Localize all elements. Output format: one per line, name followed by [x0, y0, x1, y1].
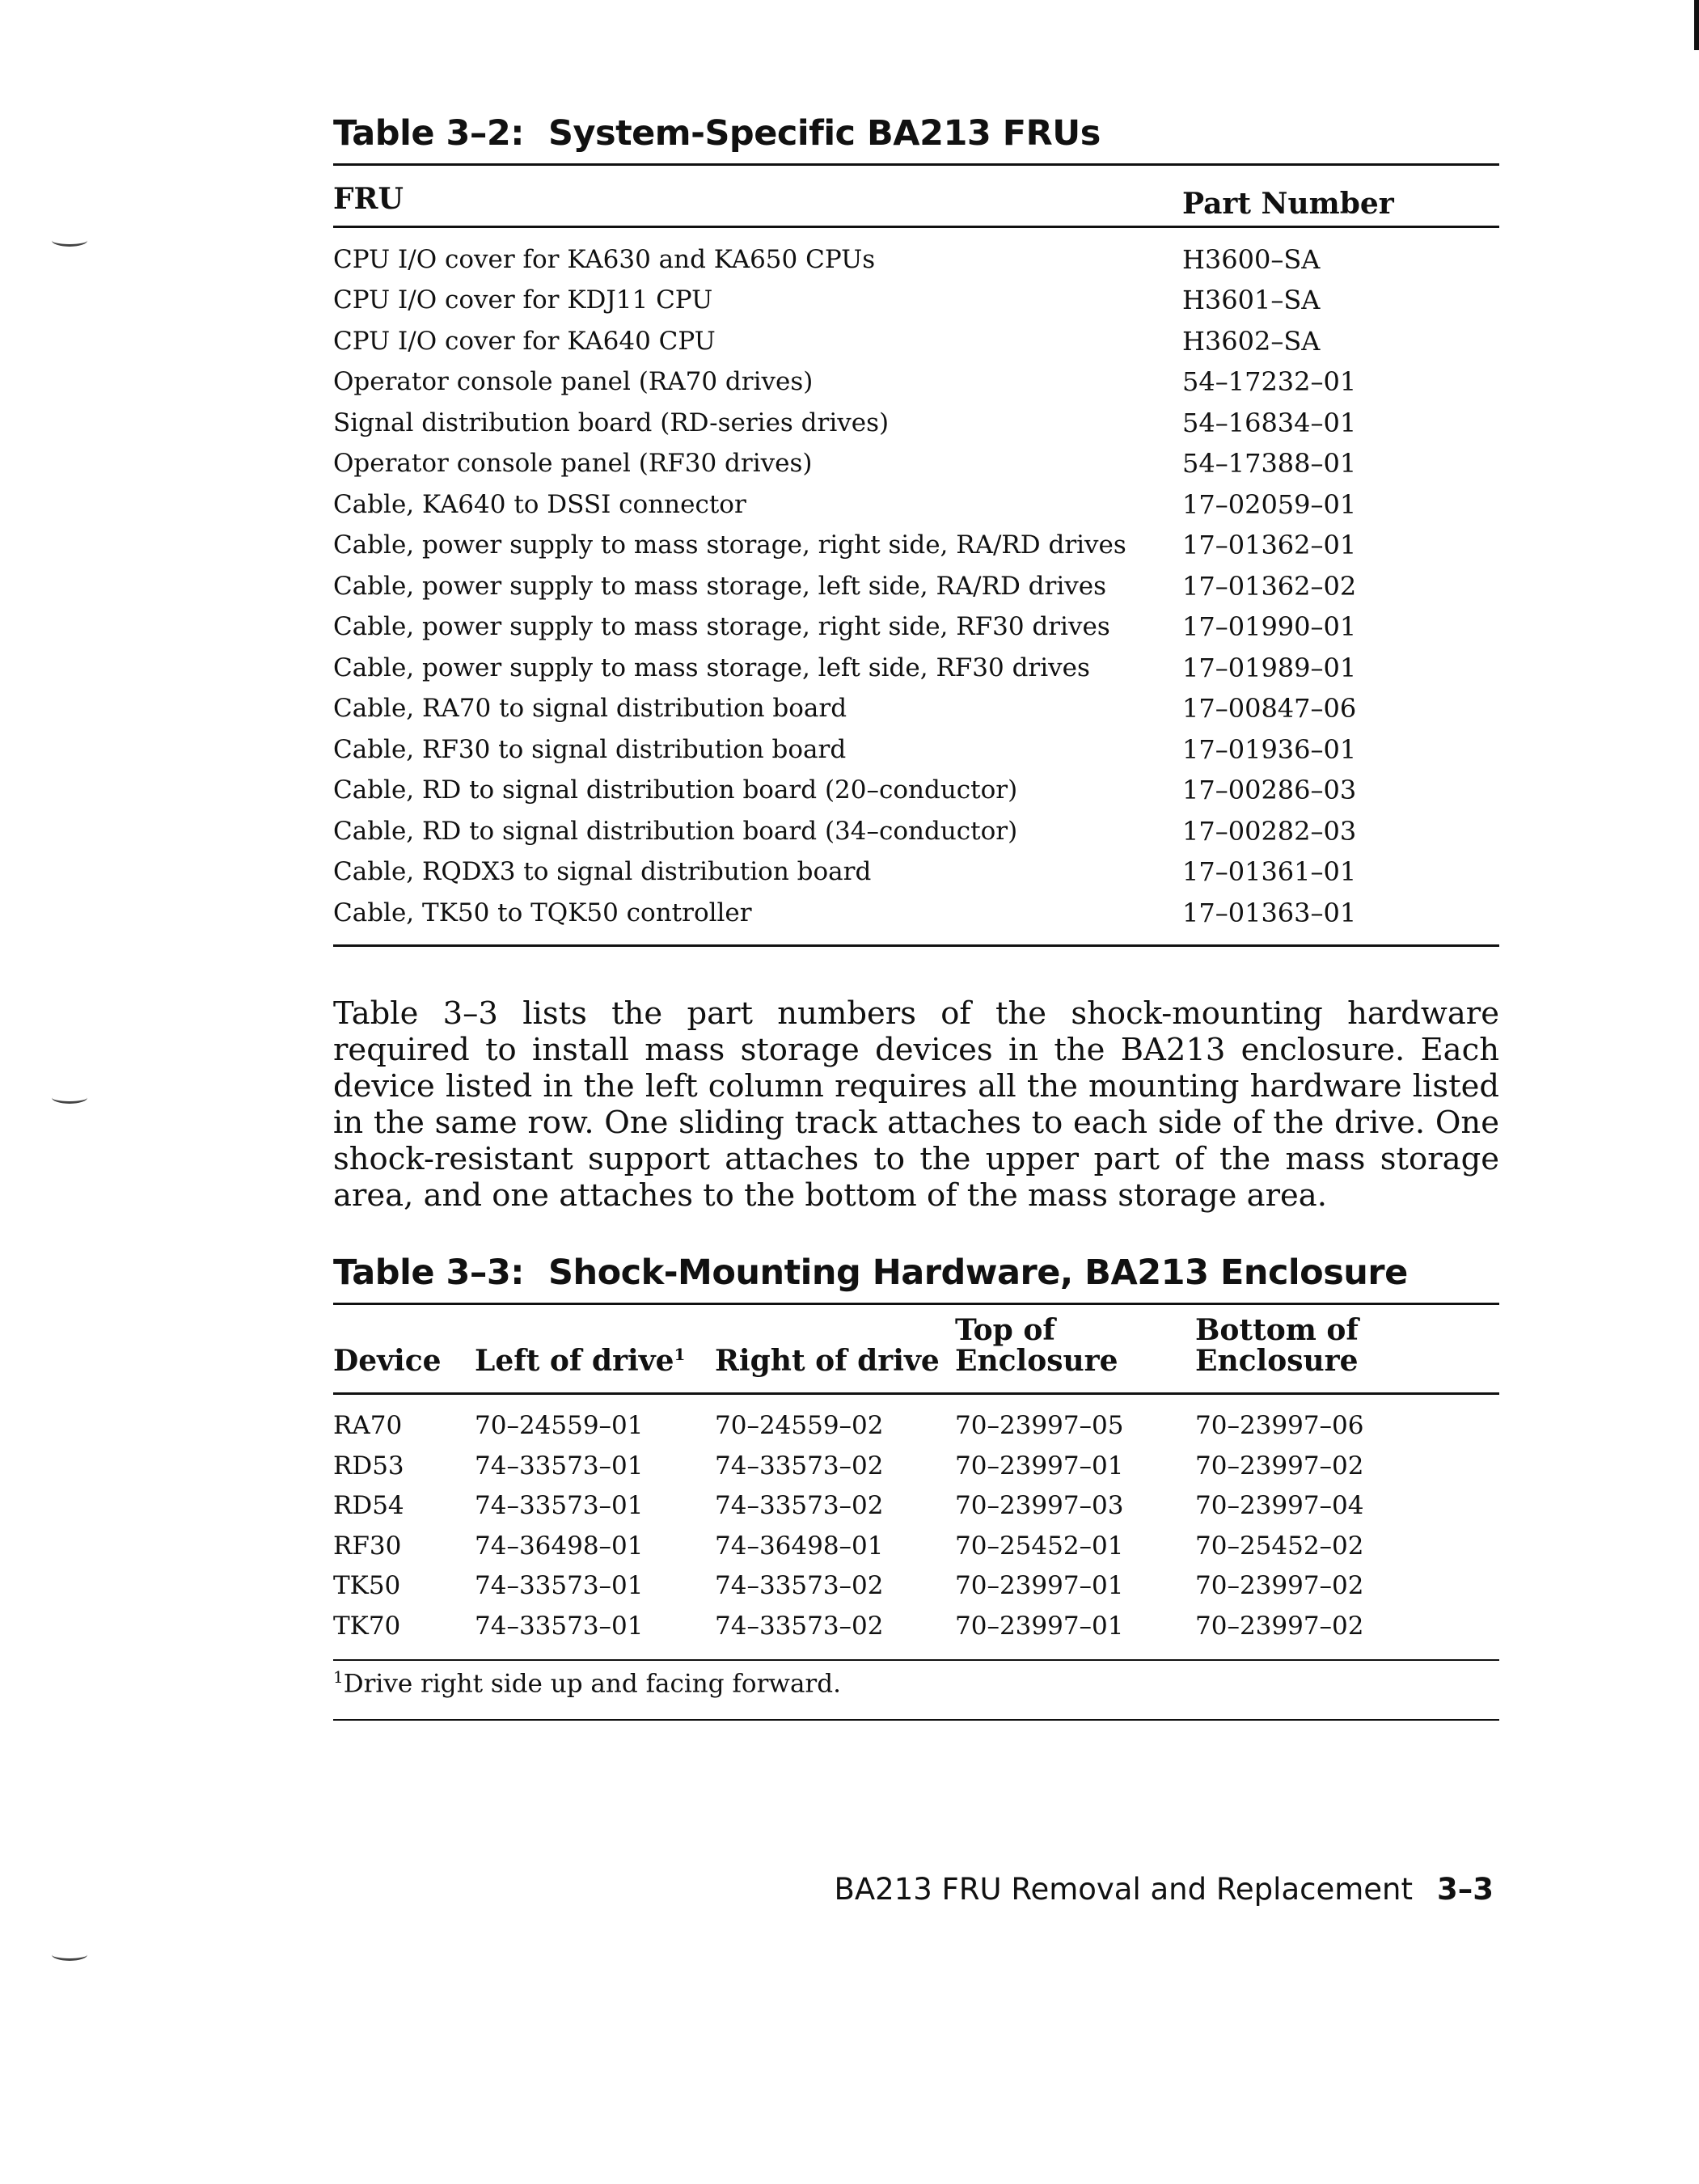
fru-cell: Cable, RF30 to signal distribution board — [333, 734, 847, 764]
column-header-bottom-of-enclosure — [1195, 1312, 1438, 1392]
part-number-cell: 17–00286–03 — [1182, 775, 1357, 806]
scan-margin-mark — [52, 1092, 87, 1104]
left-of-drive-cell: 74–33573–01 — [475, 1611, 644, 1641]
fru-cell: Cable, RQDX3 to signal distribution board — [333, 857, 872, 887]
left-of-drive-cell: 70–24559–01 — [475, 1411, 644, 1441]
table-3-3-footnote — [333, 1661, 1499, 1721]
top-of-enclosure-cell: 70–23997–05 — [955, 1411, 1124, 1441]
fru-cell: Signal distribution board (RD-series drives) — [333, 408, 890, 437]
part-number-cell: 54–16834–01 — [1182, 407, 1357, 438]
device-cell: RD54 — [333, 1491, 404, 1521]
scan-edge-bar — [1694, 0, 1699, 50]
table-row — [333, 280, 1499, 321]
fru-cell: Operator console panel (RF30 drives) — [333, 449, 813, 479]
scan-margin-mark — [52, 234, 87, 247]
device-cell: RD53 — [333, 1451, 404, 1481]
table-row — [333, 648, 1499, 689]
right-of-drive-cell: 74–33573–02 — [715, 1491, 884, 1521]
table-3-2-caption-title: System-Specific BA213 FRUs — [548, 113, 1101, 154]
page-number: 3–3 — [1437, 1872, 1494, 1907]
footnote-mark: 1 — [333, 1667, 344, 1687]
fru-cell: Cable, RA70 to signal distribution board — [333, 694, 847, 724]
left-of-drive-cell: 74–33573–01 — [475, 1571, 644, 1601]
fru-cell: Cable, RD to signal distribution board (20–conductor) — [333, 775, 1018, 805]
device-cell: RA70 — [333, 1411, 403, 1441]
table-row — [333, 239, 1499, 281]
footnote-text: Drive right side up and facing forward. — [343, 1669, 841, 1699]
bottom-of-enclosure-cell: 70–23997–06 — [1195, 1411, 1364, 1441]
column-header-right-of-drive: Right of drive — [715, 1343, 940, 1378]
column-header-fru: FRU — [333, 181, 404, 216]
table-row — [333, 1526, 1499, 1566]
fru-cell: Cable, power supply to mass storage, right side, RA/RD drives — [333, 530, 1126, 560]
part-number-cell: H3602–SA — [1182, 325, 1321, 357]
column-header-left-of-drive — [475, 1345, 715, 1392]
part-number-cell: 17–01362–02 — [1182, 570, 1357, 602]
part-number-cell: 17–01990–01 — [1182, 611, 1357, 643]
table-row — [333, 811, 1499, 852]
right-of-drive-cell: 70–24559–02 — [715, 1411, 884, 1441]
left-of-drive-cell: 74–36498–01 — [475, 1531, 644, 1561]
device-cell: RF30 — [333, 1531, 402, 1561]
fru-cell: Operator console panel (RA70 drives) — [333, 367, 814, 397]
table-row — [333, 729, 1499, 771]
table-row — [333, 770, 1499, 811]
part-number-cell: H3601–SA — [1182, 285, 1321, 316]
fru-cell: Cable, RD to signal distribution board (34–conductor) — [333, 816, 1018, 846]
table-3-3-caption — [333, 1253, 1499, 1295]
page-footer — [834, 1872, 1494, 1907]
left-of-drive-cell: 74–33573–01 — [475, 1451, 644, 1481]
bottom-of-enclosure-cell: 70–23997–02 — [1195, 1611, 1364, 1641]
column-header-top-of-enclosure — [955, 1312, 1195, 1392]
part-number-cell: 17–01362–01 — [1182, 530, 1357, 561]
table-row — [333, 321, 1499, 362]
table-row — [333, 1486, 1499, 1527]
table-3-3-header — [333, 1303, 1499, 1395]
top-of-enclosure-cell: 70–23997–03 — [955, 1491, 1124, 1521]
table-row — [333, 361, 1499, 403]
part-number-cell: H3600–SA — [1182, 243, 1321, 275]
part-number-cell: 17–01363–01 — [1182, 897, 1357, 928]
fru-cell: Cable, TK50 to TQK50 controller — [333, 898, 752, 927]
part-number-cell: 54–17388–01 — [1182, 448, 1357, 479]
right-of-drive-cell: 74–33573–02 — [715, 1571, 884, 1601]
fru-cell: Cable, power supply to mass storage, right side, RF30 drives — [333, 612, 1110, 642]
device-cell: TK50 — [333, 1571, 401, 1601]
footnote-reference-mark: 1 — [674, 1344, 686, 1364]
bottom-of-enclosure-line1: Bottom of — [1195, 1312, 1359, 1347]
top-of-enclosure-line2: Enclosure — [955, 1343, 1118, 1378]
footer-title: BA213 FRU Removal and Replacement — [834, 1872, 1413, 1907]
bottom-of-enclosure-cell: 70–23997–04 — [1195, 1491, 1364, 1521]
table-row — [333, 606, 1499, 648]
part-number-cell: 17–01936–01 — [1182, 733, 1357, 765]
table-3-3-caption-title: Shock-Mounting Hardware, BA213 Enclosure — [548, 1253, 1408, 1294]
right-of-drive-cell: 74–36498–01 — [715, 1531, 884, 1561]
table-row — [333, 1406, 1499, 1447]
table-row — [333, 566, 1499, 607]
table-row — [333, 403, 1499, 444]
table-row — [333, 688, 1499, 729]
table-row — [333, 484, 1499, 526]
table-row — [333, 443, 1499, 484]
fru-cell: Cable, power supply to mass storage, left side, RF30 drives — [333, 653, 1090, 682]
top-of-enclosure-cell: 70–23997–01 — [955, 1571, 1124, 1601]
fru-cell: Cable, KA640 to DSSI connector — [333, 489, 746, 519]
table-row — [333, 1606, 1499, 1646]
table-3-2-body — [333, 228, 1499, 948]
table-row — [333, 851, 1499, 893]
right-of-drive-cell: 74–33573–02 — [715, 1611, 884, 1641]
left-of-drive-label: Left of drive — [475, 1343, 674, 1378]
part-number-cell: 17–00847–06 — [1182, 693, 1357, 724]
column-header-part-number: Part Number — [1182, 186, 1394, 221]
top-of-enclosure-cell: 70–25452–01 — [955, 1531, 1124, 1561]
table-row — [333, 525, 1499, 566]
body-paragraph: Table 3–3 lists the part numbers of the shock-mounting hardware required to install mass storage devices in the BA213 enclosure. Each device listed in the left column requires all the mounting hardware listed in the same row. One sliding track attaches to each side of the drive. One shock-resistant support attaches to the upper part of the mass storage area, and one attaches to the bottom of the mass storage area. — [333, 995, 1499, 1215]
table-row — [333, 893, 1499, 934]
part-number-cell: 17–01989–01 — [1182, 652, 1357, 683]
right-of-drive-cell: 74–33573–02 — [715, 1451, 884, 1481]
device-cell: TK70 — [333, 1611, 401, 1641]
fru-cell: Cable, power supply to mass storage, left side, RA/RD drives — [333, 571, 1107, 601]
part-number-cell: 17–00282–03 — [1182, 815, 1357, 847]
fru-cell: CPU I/O cover for KA640 CPU — [333, 326, 716, 356]
bottom-of-enclosure-cell: 70–25452–02 — [1195, 1531, 1364, 1561]
scan-margin-mark — [52, 1949, 87, 1961]
fru-cell: CPU I/O cover for KDJ11 CPU — [333, 285, 713, 315]
table-3-3-body — [333, 1395, 1499, 1661]
left-of-drive-cell: 74–33573–01 — [475, 1491, 644, 1521]
fru-cell: CPU I/O cover for KA630 and KA650 CPUs — [333, 244, 876, 274]
top-of-enclosure-cell: 70–23997–01 — [955, 1451, 1124, 1481]
bottom-of-enclosure-line2: Enclosure — [1195, 1343, 1359, 1378]
page-content — [333, 113, 1499, 1721]
table-3-2-caption-number: Table 3–2: — [333, 113, 524, 154]
part-number-cell: 54–17232–01 — [1182, 366, 1357, 398]
table-row — [333, 1446, 1499, 1486]
column-header-device: Device — [333, 1343, 442, 1378]
table-3-3-caption-number: Table 3–3: — [333, 1253, 524, 1294]
top-of-enclosure-line1: Top of — [955, 1312, 1055, 1347]
part-number-cell: 17–02059–01 — [1182, 488, 1357, 520]
table-row — [333, 1566, 1499, 1607]
table-3-2-caption — [333, 113, 1499, 155]
part-number-cell: 17–01361–01 — [1182, 856, 1357, 888]
bottom-of-enclosure-cell: 70–23997–02 — [1195, 1571, 1364, 1601]
top-of-enclosure-cell: 70–23997–01 — [955, 1611, 1124, 1641]
bottom-of-enclosure-cell: 70–23997–02 — [1195, 1451, 1364, 1481]
table-3-2-header — [333, 163, 1499, 228]
